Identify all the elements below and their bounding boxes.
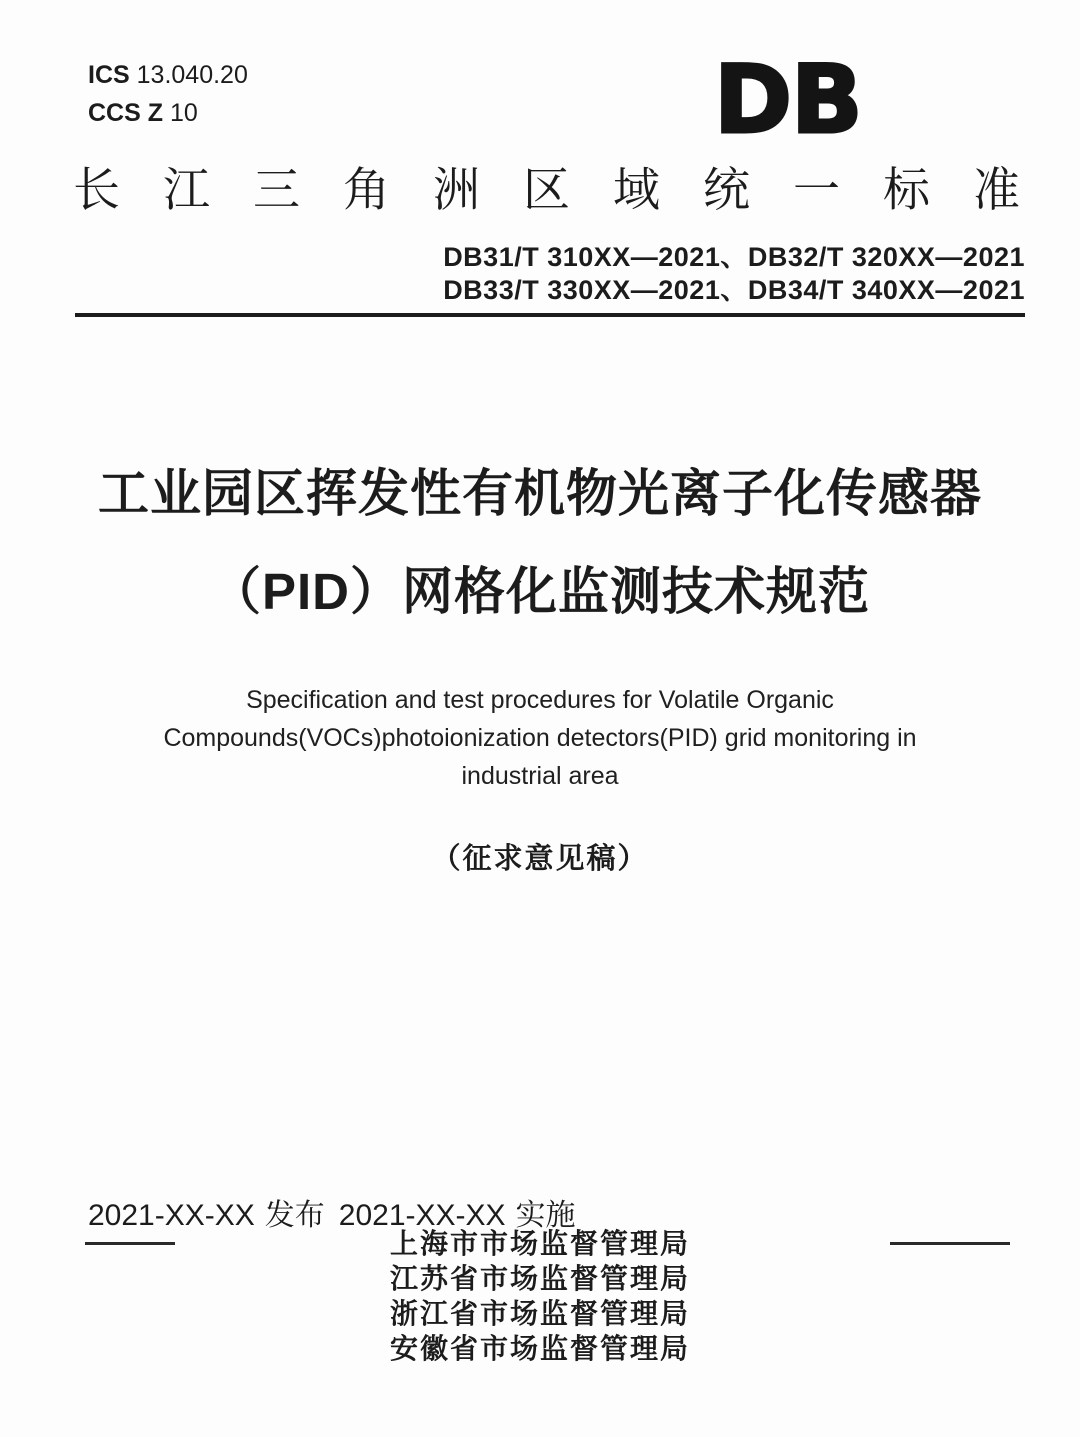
ccs-code [88, 94, 248, 132]
issuing-agency-list [0, 1226, 1080, 1366]
standard-numbers [443, 241, 1025, 307]
agency-item-jiangsu: 江苏省市场监督管理局 [389, 1263, 690, 1294]
header-rule [75, 313, 1025, 317]
series-title: 长江三角洲区域统一标准 [73, 163, 1063, 216]
main-title-cn-line-2: （PID）网格化监测技术规范 [209, 563, 871, 620]
db-standard-logo: DB [714, 46, 862, 155]
issue-date: 2021-XX-XX [88, 1199, 255, 1232]
agency-item-zhejiang: 浙江省市场监督管理局 [389, 1298, 690, 1329]
standard-number-line-2: DB33/T 330XX—2021、DB34/T 340XX—2021 [443, 275, 1025, 305]
main-title-cn-line-1: 工业园区挥发性有机物光离子化传感器 [97, 465, 982, 522]
standard-number-line-1: DB31/T 310XX—2021、DB32/T 320XX—2021 [443, 242, 1025, 272]
implement-date: 2021-XX-XX [338, 1199, 506, 1232]
main-title-en-line-3: industrial area [461, 762, 619, 790]
ics-code [88, 56, 248, 94]
issue-label: 发布 [264, 1199, 325, 1232]
main-title-en-line-2: Compounds(VOCs)photoionization detectors(PID) grid monitoring in [163, 724, 917, 752]
classification-codes [88, 56, 248, 132]
draft-note: （征求意见稿） [431, 843, 649, 875]
main-title-en-line-1: Specification and test procedures for Volatile Organic [246, 686, 834, 714]
implement-label: 实施 [515, 1199, 576, 1232]
ccs-label: CCS Z [88, 99, 163, 127]
ccs-value: 10 [169, 99, 198, 127]
agency-item-anhui: 安徽省市场监督管理局 [389, 1333, 690, 1364]
agency-item-shanghai: 上海市市场监督管理局 [389, 1228, 690, 1259]
ics-label: ICS [88, 61, 130, 89]
ics-value: 13.040.20 [136, 61, 248, 89]
main-title-en [0, 681, 1080, 795]
